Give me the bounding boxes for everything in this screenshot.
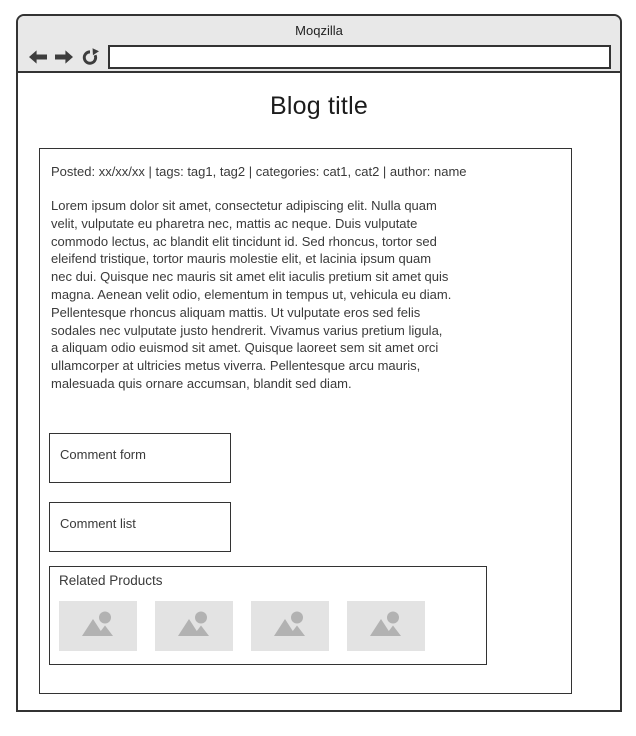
product-image-placeholder[interactable] — [347, 601, 425, 651]
refresh-button[interactable] — [79, 47, 100, 67]
back-button[interactable] — [27, 47, 48, 67]
browser-chrome — [18, 16, 620, 73]
related-products-title: Related Products — [59, 573, 163, 588]
image-placeholder-icon — [174, 610, 214, 643]
blog-post-container — [39, 148, 572, 694]
product-image-placeholder[interactable] — [59, 601, 137, 651]
image-placeholder-icon — [78, 610, 118, 643]
window-title: Moqzilla — [295, 22, 343, 38]
back-arrow-icon — [29, 50, 47, 64]
browser-window — [16, 14, 622, 712]
image-placeholder-icon — [270, 610, 310, 643]
url-bar-input[interactable] — [108, 45, 611, 69]
forward-arrow-icon — [55, 50, 73, 64]
comment-form-label: Comment form — [60, 447, 146, 462]
forward-button[interactable] — [53, 47, 74, 67]
window-titlebar — [18, 16, 620, 44]
comment-form-box — [49, 433, 231, 483]
refresh-icon — [81, 48, 99, 66]
image-placeholder-icon — [366, 610, 406, 643]
product-image-placeholder[interactable] — [155, 601, 233, 651]
browser-toolbar — [18, 44, 620, 71]
post-body-text: Lorem ipsum dolor sit amet, consectetur adipiscing elit. Nulla quam velit, vulputate eu pharetra nec, mattis ac neque. Duis vulputate commodo lectus, ac blandit elit tincidunt id. Sed rhoncus, tortor sed eleifend tristique, tortor mauris molestie elit, et lacinia ipsum quam nec dui. Quisque nec mauris sit amet elit iaculis pretium sit amet quis magna. Aenean velit odio, elementum in tempus ut, vehicula eu diam. Pellentesque rhoncus aliquam mattis. Ut vulputate eros sed felis sodales nec vulputate justo hendrerit. Vivamus varius pretium ligula, a aliquam odio euismod sit amet. Quisque laoreet sem sit amet orci ullamcorper at ultricies metus viverra. Pellentesque arcu mauris, malesuada quis ornare accumsan, blandit sed diam. — [51, 198, 452, 391]
page-content — [18, 73, 620, 710]
product-image-placeholder[interactable] — [251, 601, 329, 651]
comment-list-label: Comment list — [60, 516, 136, 531]
comment-list-box — [49, 502, 231, 552]
related-products-section — [49, 566, 487, 665]
related-products-row — [59, 601, 486, 651]
page-title: Blog title — [270, 92, 368, 120]
post-meta: Posted: xx/xx/xx | tags: tag1, tag2 | categories: cat1, cat2 | author: name — [51, 164, 467, 179]
